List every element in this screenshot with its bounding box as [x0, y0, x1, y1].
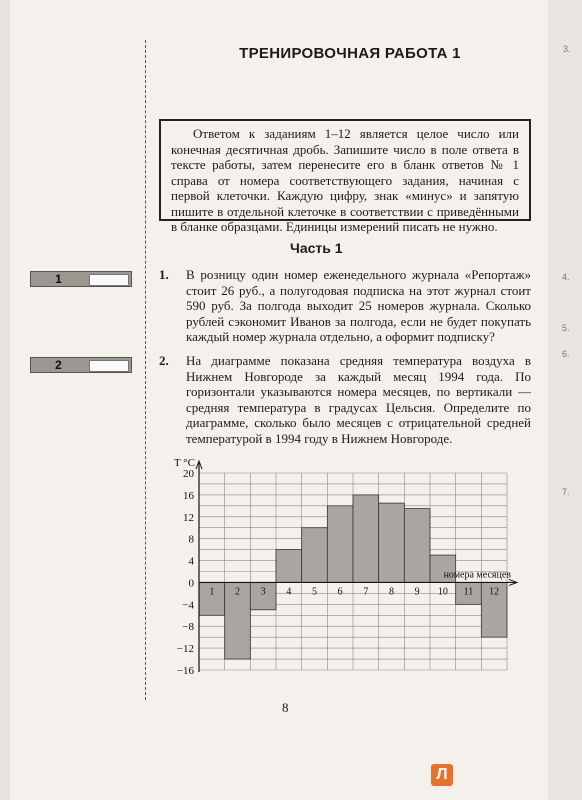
x-axis-label: номера месяцев — [443, 569, 511, 581]
task-number: 2. — [159, 353, 169, 368]
x-tick-label: 2 — [235, 586, 240, 598]
temperature-chart — [170, 452, 530, 682]
answer-box-1 — [30, 271, 132, 287]
x-tick-label: 9 — [414, 586, 420, 598]
x-tick-label: 10 — [437, 586, 448, 598]
x-tick-label: 6 — [337, 586, 343, 598]
task-text: На диаграмме показана средняя температура воздуха в Нижнем Новгороде за каждый месяц 1994 года. По горизонтали указываются номера месяцев, по вертикали — средняя температура в градусах Цельсия. Определите по диаграмме, сколько было месяцев с отрицательной средней температурой в 1994 году в Нижнем Новгороде. — [186, 353, 531, 446]
task-1 — [159, 267, 531, 345]
page-number: 8 — [282, 700, 289, 715]
cut-line — [145, 40, 146, 700]
y-tick-label: 8 — [188, 533, 194, 546]
bar — [302, 528, 328, 583]
x-tick-label: 5 — [312, 586, 317, 598]
y-tick-label: −16 — [176, 665, 194, 677]
answer-field[interactable] — [89, 274, 129, 286]
publisher-logo-icon: Л — [431, 764, 453, 786]
adjacent-page-edge — [548, 0, 582, 800]
page-title: ТРЕНИРОВОЧНАЯ РАБОТА 1 — [239, 45, 461, 62]
x-tick-label: 1 — [209, 586, 215, 598]
bar — [404, 509, 430, 583]
x-tick-label: 11 — [463, 586, 474, 598]
edge-mark: 5. — [562, 323, 570, 333]
y-tick-label: 12 — [183, 511, 194, 524]
bar — [353, 495, 379, 583]
part-title: Часть 1 — [290, 240, 343, 256]
binding-shadow — [0, 0, 10, 800]
answer-field[interactable] — [89, 360, 129, 372]
bar — [327, 506, 353, 583]
edge-mark: 6. — [562, 349, 570, 359]
x-tick-label: 4 — [286, 586, 292, 598]
task-2 — [159, 353, 531, 446]
answer-box-2 — [30, 357, 132, 373]
task-text: В розницу один номер еженедельного журнала «Репортаж» стоит 26 руб., а полугодовая подписка на этот журнал стоит 590 руб. За полгода выходит 25 номеров журнала. Сколько рублей сэкономит Иванов за полгода, если не будет покупать каждый номер журнала отдельно, а оформит подписку? — [186, 267, 531, 344]
y-tick-label: −8 — [182, 621, 194, 634]
x-tick-label: 12 — [489, 586, 500, 598]
edge-mark: 7. — [562, 487, 570, 497]
y-tick-label: −12 — [176, 643, 194, 656]
y-tick-label: 0 — [188, 577, 194, 590]
answer-box-label: 2 — [55, 358, 62, 372]
y-tick-label: 4 — [188, 555, 194, 568]
edge-mark: 3. — [563, 44, 571, 54]
x-tick-label: 8 — [389, 586, 394, 598]
y-tick-label: −4 — [182, 599, 194, 612]
instructions-box: Ответом к заданиям 1–12 является целое число или конечная десятичная дробь. Запишите число в поле ответа в тексте работы, затем перенесите его в бланк ответов № 1 справа от номера соответствующего задания, начиная с первой клеточки. Каждую цифру, знак «минус» и запятую пишите в отдельной клеточке в соответствии с приведёнными в бланке образцами. Единицы измерений писать не нужно. — [159, 119, 531, 221]
edge-mark: 4. — [562, 272, 570, 282]
y-axis-label: T °C — [174, 457, 196, 469]
bar — [379, 503, 405, 582]
y-tick-label: 20 — [183, 468, 194, 480]
y-tick-label: 16 — [183, 489, 194, 502]
x-tick-label: 7 — [363, 586, 369, 598]
answer-box-label: 1 — [55, 272, 62, 286]
task-number: 1. — [159, 267, 169, 282]
x-tick-label: 3 — [260, 586, 266, 598]
bar — [276, 550, 302, 583]
